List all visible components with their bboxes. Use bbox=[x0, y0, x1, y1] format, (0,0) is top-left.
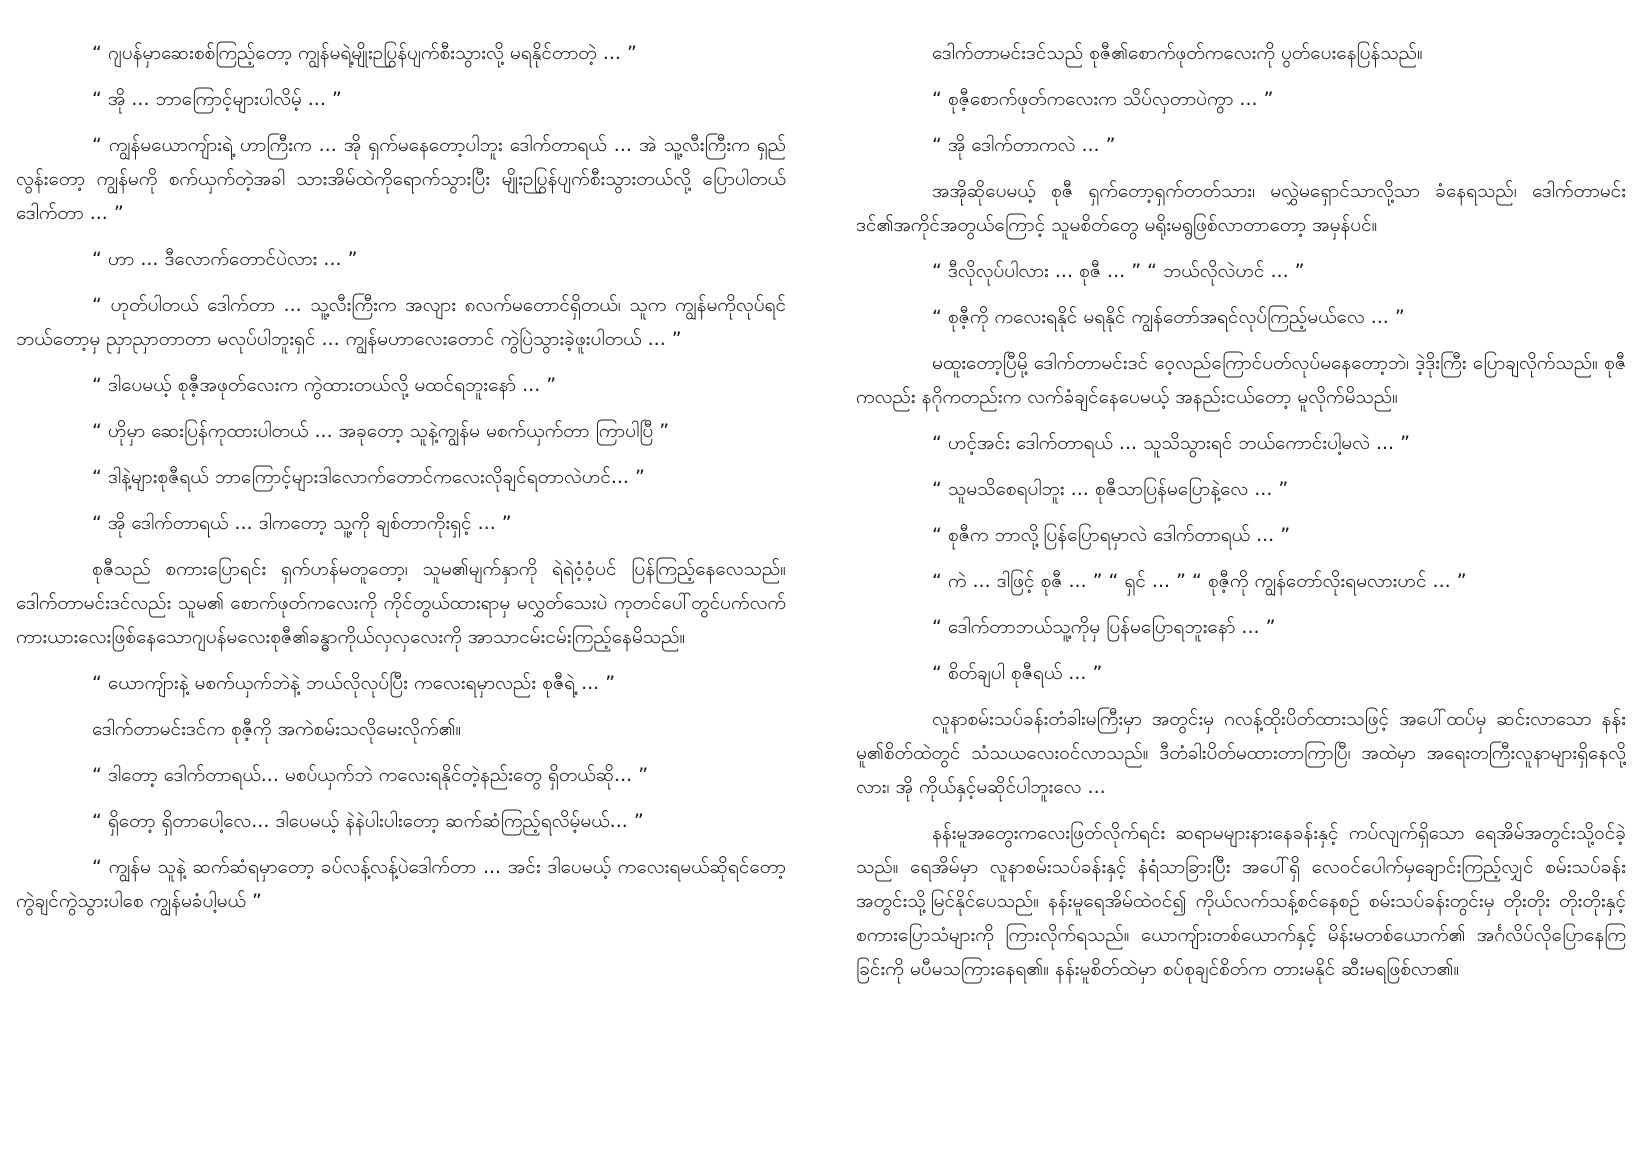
paragraph: “ ဒါနဲ့များစုဇီရယ် ဘာကြောင့်များဒါလောက်တောင်ကလေးလိုချင်ရတာလဲဟင်... ” bbox=[92, 466, 645, 488]
paragraph: လူနာစမ်းသပ်ခန်းတံခါးမကြီးမှာ အတွင်းမှ ဂလန့်ထိုးပိတ်ထားသဖြင့် အပေါ်ထပ်မှ ဆင်းလာသော နန်းမူ၏စိတ်ထဲတွင် သံသယလေးဝင်လာသည်။ ဒီတံခါးပိတ်မထားတာကြာပြီ၊ အထဲမှာ အရေးတကြီးလူနာများရှိနေလို့လား၊ အို ကိုယ်နှင့်မဆိုင်ပါဘူးလေ ... bbox=[856, 708, 1626, 798]
paragraph: “ ယောကျ်ားနဲ့ မစက်ယှက်ဘဲနဲ့ ဘယ်လိုလုပ်ပြီး ကလေးရမှာလည်း စုဇီရဲ့ ... ” bbox=[92, 672, 616, 694]
paragraph: “ ရှိတော့ ရှိတာပေါ့လေ... ဒါပေမယ့် နဲနဲပါးပါးတော့ ဆက်ဆံကြည့်ရလိမ့်မယ်... ” bbox=[92, 810, 644, 832]
paragraph: “ ကျွန်မ သူနဲ့ ဆက်ဆံရမှာတော့ ခပ်လန့်လန့်ပဲဒေါက်တာ ... အင်း ဒါပေမယ့် ကလေးရမယ်ဆိုရင်တော့ ကွဲချင်ကွဲသွားပါစေ ကျွန်မခံပါ့မယ် ” bbox=[16, 856, 786, 912]
paragraph: “ ဟာ ... ဒီလောက်တောင်ပဲလား ... ” bbox=[92, 248, 358, 270]
paragraph: “ အို ဒေါက်တာရယ် ... ဒါကတော့ သူ့ကို ချစ်တာကိုးရှင့် ... ” bbox=[92, 512, 512, 534]
paragraph: အအိုဆိုပေမယ့် စုဇီ ရှက်တော့ရှက်တတ်သား၊ မလွှဲမရှောင်သာလို့သာ ခံနေရသည်၊ ဒေါက်တာမင်းဒင်၏အကိုင်အတွယ်ကြောင့် သူမစိတ်တွေ မရိုးမရွဖြစ်လာတာတော့ အမှန်ပင်။ bbox=[856, 180, 1626, 236]
paragraph: “ ဒါတော့ ဒေါက်တာရယ်... မစပ်ယှက်ဘဲ ကလေးရနိုင်တဲ့နည်းတွေ ရှိတယ်ဆို... ” bbox=[92, 764, 649, 786]
paragraph: ဒေါက်တာမင်းဒင်သည် စုဇီ၏စောက်ဖုတ်ကလေးကို ပွတ်ပေးနေပြန်သည်။ bbox=[932, 42, 1423, 64]
paragraph: “ ဟိုမှာ ဆေးပြန်ကုထားပါတယ် ... အခုတော့ သူနဲ့ကျွန်မ မစက်ယှက်တာ ကြာပါပြီ ” bbox=[92, 420, 670, 442]
paragraph: “ အို ဒေါက်တာကလဲ ... ” bbox=[932, 134, 1116, 156]
left-page bbox=[16, 36, 786, 930]
paragraph: နန်းမူအတွေးကလေးဖြတ်လိုက်ရင်း ဆရာမများနားနေခန်းနှင့် ကပ်လျက်ရှိသော ရေအိမ်အတွင်းသို့ဝင်ခဲ့သည်။ ရေအိမ်မှာ လူနာစမ်းသပ်ခန်းနှင့် နံရံသာခြားပြီး အပေါ်ရှိ လေဝင်ပေါက်မှချောင်းကြည့်လျှင် စမ်းသပ်ခန်းအတွင်းသို့မြင်နိုင်ပေသည်။ နန်းမူရေအိမ်ထဲဝင်၍ ကိုယ်လက်သန့်စင်နေစဉ် စမ်းသပ်ခန်းတွင်းမှ တိုးတိုး တိုးတိုးနှင့် စကားပြောသံများကို ကြားလိုက်ရသည်။ ယောကျ်ားတစ်ယောက်နှင့် မိန်းမတစ်ယောက်၏ အင်္ဂလိပ်လိုပြောနေကြခြင်းကို မပီမသကြားနေရ၏။ နန်းမူစိတ်ထဲမှာ စပ်စုချင်စိတ်က တားမနိုင် ဆီးမရဖြစ်လာ၏။ bbox=[856, 822, 1626, 980]
paragraph: မထူးတော့ပြီမို့ ဒေါက်တာမင်းဒင် ဝေ့လည်ကြောင်ပတ်လုပ်မနေတော့ဘဲ၊ ဒဲ့ဒိုးကြီး ပြောချလိုက်သည်။ စုဇီကလည်း နဂိုကတည်းက လက်ခံချင်နေပေမယ့် အနည်းငယ်တော့ မူလိုက်မိသည်။ bbox=[856, 352, 1626, 408]
paragraph: “ ဟင့်အင်း ဒေါက်တာရယ် ... သူသိသွားရင် ဘယ်ကောင်းပါ့မလဲ ... ” bbox=[932, 432, 1410, 454]
paragraph: “ ကဲ ... ဒါဖြင့် စုဇီ ... ” “ ရှင် ... ” “ စုဇီ့ကို ကျွန်တော်လိုးရမလားဟင် ... ” bbox=[932, 570, 1467, 592]
paragraph: “ အို ... ဘာကြောင့်များပါလိမ့် ... ” bbox=[92, 88, 342, 110]
paragraph: “ သူမသိစေရပါဘူး ... စုဇီသာပြန်မပြောနဲ့လေ ... ” bbox=[932, 478, 1289, 500]
paragraph: “ စုဇီ့စောက်ဖုတ်ကလေးက သိပ်လှတာပဲကွာ ... ” bbox=[932, 88, 1274, 110]
paragraph: “ ဟုတ်ပါတယ် ဒေါက်တာ ... သူ့လီးကြီးက အလျား ၈လက်မတောင်ရှိတယ်၊ သူက ကျွန်မကိုလုပ်ရင် ဘယ်တော့မှ ညှာညှာတာတာ မလုပ်ပါဘူးရှင် ... ကျွန်မဟာလေးတောင် ကွဲပြဲသွားခဲ့ဖူးပါတယ် ... ” bbox=[16, 294, 786, 350]
paragraph: “ စုဇီ့ကို ကလေးရနိုင် မရနိုင် ကျွန်တော်အရင်လုပ်ကြည့်မယ်လေ ... ” bbox=[932, 306, 1405, 328]
paragraph: “ ဒီလိုလုပ်ပါလား ... စုဇီ ... ” “ ဘယ်လိုလဲဟင် ... ” bbox=[932, 260, 1305, 282]
paragraph: “ ဂျပန်မှာဆေးစစ်ကြည့်တော့ ကျွန်မရဲ့မျိုးဉပြွန်ပျက်စီးသွားလို့ မရနိုင်တာတဲ့ ... ” bbox=[92, 42, 637, 64]
paragraph: စုဇီသည် စကားပြောရင်း ရှက်ဟန်မတူတော့၊ သူမ၏မျက်နှာကို ရဲရဲဝံ့ဝံ့ပင် ပြန်ကြည့်နေလေသည်။ ဒေါက်တာမင်းဒင်လည်း သူမ၏ စောက်ဖုတ်ကလေးကို ကိုင်တွယ်ထားရာမှ မလွှတ်သေးပဲ ကုတင်ပေါ်တွင်ပက်လက်ကားယားလေးဖြစ်နေသောဂျပန်မလေးစုဇီ၏ခန္ဓာကိုယ်လှလှလေးကို အာသာငမ်းငမ်းကြည့်နေမိသည်။ bbox=[16, 558, 786, 648]
paragraph: “ စိတ်ချပါ စုဇီရယ် ... ” bbox=[932, 662, 1103, 684]
paragraph: ဒေါက်တာမင်းဒင်က စုဇီ့ကို အကဲစမ်းသလိုမေးလိုက်၏။ bbox=[92, 718, 462, 740]
right-page bbox=[856, 36, 1626, 998]
paragraph: “ ဒါပေမယ့် စုဇီ့အဖုတ်လေးက ကွဲထားတယ်လို့ မထင်ရဘူးနော် ... ” bbox=[92, 374, 557, 396]
paragraph: “ စုဇီက ဘာလို့ပြန်ပြောရမှာလဲ ဒေါက်တာရယ် ... ” bbox=[932, 524, 1291, 546]
paragraph: “ ဒေါက်တာဘယ်သူ့ကိုမှ ပြန်မပြောရဘူးနော် ... ” bbox=[932, 616, 1276, 638]
paragraph: “ ကျွန်မယောကျ်ားရဲ့ ဟာကြီးက ... အို ရှက်မနေတော့ပါဘူး ဒေါက်တာရယ် ... အဲ သူ့လီးကြီးက ရှည်လွန်းတော့ ကျွန်မကို စက်ယှက်တဲ့အခါ သားအိမ်ထဲကိုရောက်သွားပြီး မျိုးဉပြွန်ပျက်စီးသွားတယ်လို့ ပြောပါတယ် ဒေါက်တာ ... ” bbox=[16, 134, 786, 224]
